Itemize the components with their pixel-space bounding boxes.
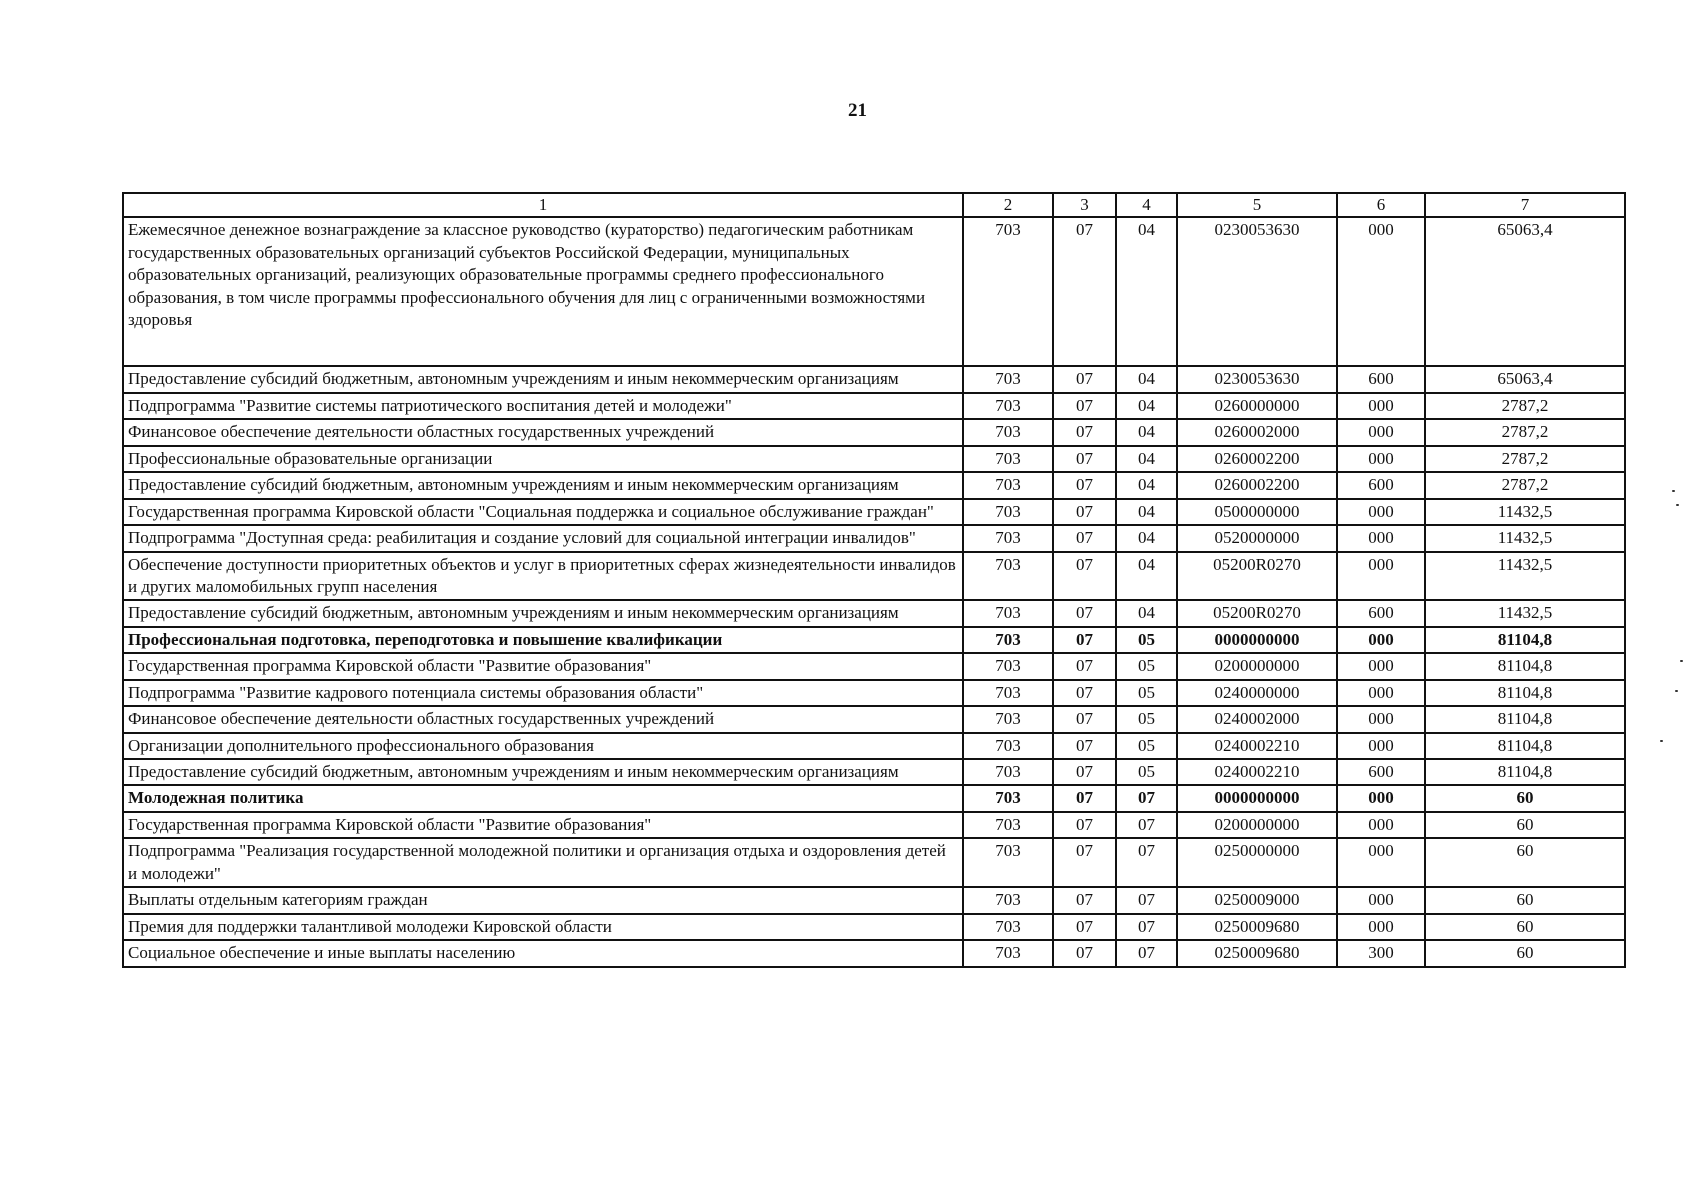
amount-cell: 81104,8 [1425,706,1625,732]
row-name-cell: Подпрограмма "Развитие системы патриотического воспитания детей и молодежи" [123,393,963,419]
col4-cell: 07 [1116,785,1177,811]
table-row [123,759,1625,785]
amount-cell: 11432,5 [1425,552,1625,601]
col2-cell: 703 [963,499,1053,525]
col2-cell: 703 [963,680,1053,706]
col2-cell: 703 [963,812,1053,838]
col2-cell: 703 [963,838,1053,887]
code-cell: 0500000000 [1177,499,1337,525]
col3-cell: 07 [1053,472,1116,498]
col3-cell: 07 [1053,600,1116,626]
table-row [123,887,1625,913]
row-name-cell: Государственная программа Кировской области "Социальная поддержка и социальное обслуживание граждан" [123,499,963,525]
table-row [123,472,1625,498]
type-cell: 000 [1337,217,1425,366]
row-name-cell: Подпрограмма "Доступная среда: реабилитация и создание условий для социальной интеграции инвалидов" [123,525,963,551]
column-header: 3 [1053,193,1116,217]
amount-cell: 60 [1425,812,1625,838]
col2-cell: 703 [963,525,1053,551]
code-cell: 0240002000 [1177,706,1337,732]
col4-cell: 05 [1116,706,1177,732]
table-row [123,217,1625,366]
col4-cell: 04 [1116,217,1177,366]
code-cell: 0230053630 [1177,366,1337,392]
type-cell: 000 [1337,653,1425,679]
column-number-row [123,193,1625,217]
table-row [123,940,1625,966]
row-name-cell: Профессиональная подготовка, переподготовка и повышение квалификации [123,627,963,653]
row-name-cell: Организации дополнительного профессионального образования [123,733,963,759]
col3-cell: 07 [1053,706,1116,732]
scan-speck [1675,690,1678,692]
row-name-cell: Подпрограмма "Реализация государственной молодежной политики и организация отдыха и оздоровления детей и молодежи" [123,838,963,887]
amount-cell: 60 [1425,887,1625,913]
col4-cell: 05 [1116,733,1177,759]
code-cell: 0260002200 [1177,446,1337,472]
table-row [123,552,1625,601]
col3-cell: 07 [1053,759,1116,785]
col3-cell: 07 [1053,887,1116,913]
col3-cell: 07 [1053,940,1116,966]
table-row [123,600,1625,626]
col4-cell: 07 [1116,812,1177,838]
col3-cell: 07 [1053,446,1116,472]
amount-cell: 2787,2 [1425,472,1625,498]
code-cell: 0240000000 [1177,680,1337,706]
column-header: 7 [1425,193,1625,217]
col3-cell: 07 [1053,525,1116,551]
scan-speck [1660,740,1663,742]
amount-cell: 11432,5 [1425,499,1625,525]
type-cell: 000 [1337,914,1425,940]
type-cell: 000 [1337,733,1425,759]
type-cell: 000 [1337,785,1425,811]
col3-cell: 07 [1053,499,1116,525]
scan-speck [1680,660,1683,662]
type-cell: 000 [1337,627,1425,653]
col4-cell: 04 [1116,472,1177,498]
amount-cell: 65063,4 [1425,217,1625,366]
type-cell: 000 [1337,680,1425,706]
type-cell: 600 [1337,759,1425,785]
col3-cell: 07 [1053,393,1116,419]
row-name-cell: Предоставление субсидий бюджетным, автономным учреждениям и иным некоммерческим организациям [123,366,963,392]
type-cell: 000 [1337,419,1425,445]
col2-cell: 703 [963,552,1053,601]
col4-cell: 04 [1116,366,1177,392]
col4-cell: 05 [1116,653,1177,679]
col3-cell: 07 [1053,785,1116,811]
budget-table [122,192,1626,968]
type-cell: 000 [1337,706,1425,732]
col4-cell: 04 [1116,552,1177,601]
code-cell: 0200000000 [1177,653,1337,679]
type-cell: 000 [1337,812,1425,838]
table-row [123,785,1625,811]
table-row [123,446,1625,472]
row-name-cell: Государственная программа Кировской области "Развитие образования" [123,812,963,838]
row-name-cell: Обеспечение доступности приоритетных объектов и услуг в приоритетных сферах жизнедеятельности инвалидов и других маломобильных групп населения [123,552,963,601]
col4-cell: 05 [1116,680,1177,706]
row-name-cell: Молодежная политика [123,785,963,811]
col4-cell: 05 [1116,627,1177,653]
type-cell: 000 [1337,446,1425,472]
col3-cell: 07 [1053,653,1116,679]
col2-cell: 703 [963,446,1053,472]
col3-cell: 07 [1053,217,1116,366]
amount-cell: 11432,5 [1425,600,1625,626]
amount-cell: 60 [1425,914,1625,940]
row-name-cell: Финансовое обеспечение деятельности областных государственных учреждений [123,419,963,445]
col4-cell: 05 [1116,759,1177,785]
amount-cell: 11432,5 [1425,525,1625,551]
col3-cell: 07 [1053,914,1116,940]
col3-cell: 07 [1053,680,1116,706]
type-cell: 000 [1337,887,1425,913]
amount-cell: 81104,8 [1425,733,1625,759]
code-cell: 0250009680 [1177,914,1337,940]
col4-cell: 04 [1116,393,1177,419]
code-cell: 0230053630 [1177,217,1337,366]
type-cell: 300 [1337,940,1425,966]
col3-cell: 07 [1053,552,1116,601]
col4-cell: 07 [1116,887,1177,913]
col4-cell: 07 [1116,914,1177,940]
col4-cell: 04 [1116,499,1177,525]
table-row [123,914,1625,940]
code-cell: 0520000000 [1177,525,1337,551]
code-cell: 0250009680 [1177,940,1337,966]
code-cell: 0200000000 [1177,812,1337,838]
col3-cell: 07 [1053,733,1116,759]
amount-cell: 2787,2 [1425,419,1625,445]
col2-cell: 703 [963,653,1053,679]
col4-cell: 04 [1116,525,1177,551]
type-cell: 000 [1337,525,1425,551]
col3-cell: 07 [1053,419,1116,445]
code-cell: 0250000000 [1177,838,1337,887]
row-name-cell: Предоставление субсидий бюджетным, автономным учреждениям и иным некоммерческим организациям [123,759,963,785]
amount-cell: 81104,8 [1425,680,1625,706]
scan-speck [1676,504,1679,506]
row-name-cell: Государственная программа Кировской области "Развитие образования" [123,653,963,679]
type-cell: 600 [1337,472,1425,498]
table-row [123,733,1625,759]
type-cell: 000 [1337,552,1425,601]
column-header: 4 [1116,193,1177,217]
code-cell: 0250009000 [1177,887,1337,913]
column-header: 6 [1337,193,1425,217]
table-row [123,812,1625,838]
code-cell: 0260002000 [1177,419,1337,445]
col4-cell: 07 [1116,838,1177,887]
row-name-cell: Премия для поддержки талантливой молодежи Кировской области [123,914,963,940]
col3-cell: 07 [1053,627,1116,653]
code-cell: 05200R0270 [1177,552,1337,601]
scan-speck [1672,490,1675,492]
code-cell: 0260000000 [1177,393,1337,419]
row-name-cell: Ежемесячное денежное вознаграждение за классное руководство (кураторство) педагогическим работникам государственных образовательных организаций субъектов Российской Федерации, муниципальных образовательных организаций, реализующих образовательные программы среднего профессионального образования, в том числе программы профессионального обучения для лиц с ограниченными возможностями здоровья [123,217,963,366]
code-cell: 0000000000 [1177,627,1337,653]
code-cell: 05200R0270 [1177,600,1337,626]
col2-cell: 703 [963,217,1053,366]
col2-cell: 703 [963,733,1053,759]
type-cell: 000 [1337,393,1425,419]
table-row [123,627,1625,653]
col2-cell: 703 [963,627,1053,653]
col4-cell: 04 [1116,600,1177,626]
amount-cell: 81104,8 [1425,759,1625,785]
row-name-cell: Социальное обеспечение и иные выплаты населению [123,940,963,966]
col3-cell: 07 [1053,838,1116,887]
table-row [123,653,1625,679]
code-cell: 0240002210 [1177,733,1337,759]
col2-cell: 703 [963,785,1053,811]
col4-cell: 04 [1116,446,1177,472]
col2-cell: 703 [963,759,1053,785]
column-header: 1 [123,193,963,217]
col2-cell: 703 [963,706,1053,732]
code-cell: 0000000000 [1177,785,1337,811]
code-cell: 0260002200 [1177,472,1337,498]
table-row [123,393,1625,419]
col2-cell: 703 [963,472,1053,498]
row-name-cell: Финансовое обеспечение деятельности областных государственных учреждений [123,706,963,732]
amount-cell: 81104,8 [1425,627,1625,653]
col4-cell: 07 [1116,940,1177,966]
col4-cell: 04 [1116,419,1177,445]
amount-cell: 60 [1425,785,1625,811]
amount-cell: 65063,4 [1425,366,1625,392]
col3-cell: 07 [1053,366,1116,392]
type-cell: 000 [1337,499,1425,525]
column-header: 5 [1177,193,1337,217]
amount-cell: 2787,2 [1425,393,1625,419]
page-number: 21 [848,100,867,121]
row-name-cell: Предоставление субсидий бюджетным, автономным учреждениям и иным некоммерческим организациям [123,600,963,626]
col2-cell: 703 [963,419,1053,445]
row-name-cell: Профессиональные образовательные организации [123,446,963,472]
col2-cell: 703 [963,887,1053,913]
type-cell: 000 [1337,838,1425,887]
table-body [123,217,1625,966]
table-row [123,419,1625,445]
type-cell: 600 [1337,366,1425,392]
table-row [123,706,1625,732]
table-row [123,499,1625,525]
row-name-cell: Предоставление субсидий бюджетным, автономным учреждениям и иным некоммерческим организациям [123,472,963,498]
amount-cell: 2787,2 [1425,446,1625,472]
row-name-cell: Подпрограмма "Развитие кадрового потенциала системы образования области" [123,680,963,706]
col2-cell: 703 [963,600,1053,626]
table-row [123,680,1625,706]
table-row [123,838,1625,887]
amount-cell: 60 [1425,940,1625,966]
amount-cell: 60 [1425,838,1625,887]
col2-cell: 703 [963,940,1053,966]
type-cell: 600 [1337,600,1425,626]
col2-cell: 703 [963,393,1053,419]
code-cell: 0240002210 [1177,759,1337,785]
col3-cell: 07 [1053,812,1116,838]
table-row [123,525,1625,551]
amount-cell: 81104,8 [1425,653,1625,679]
row-name-cell: Выплаты отдельным категориям граждан [123,887,963,913]
table-row [123,366,1625,392]
column-header: 2 [963,193,1053,217]
col2-cell: 703 [963,914,1053,940]
col2-cell: 703 [963,366,1053,392]
